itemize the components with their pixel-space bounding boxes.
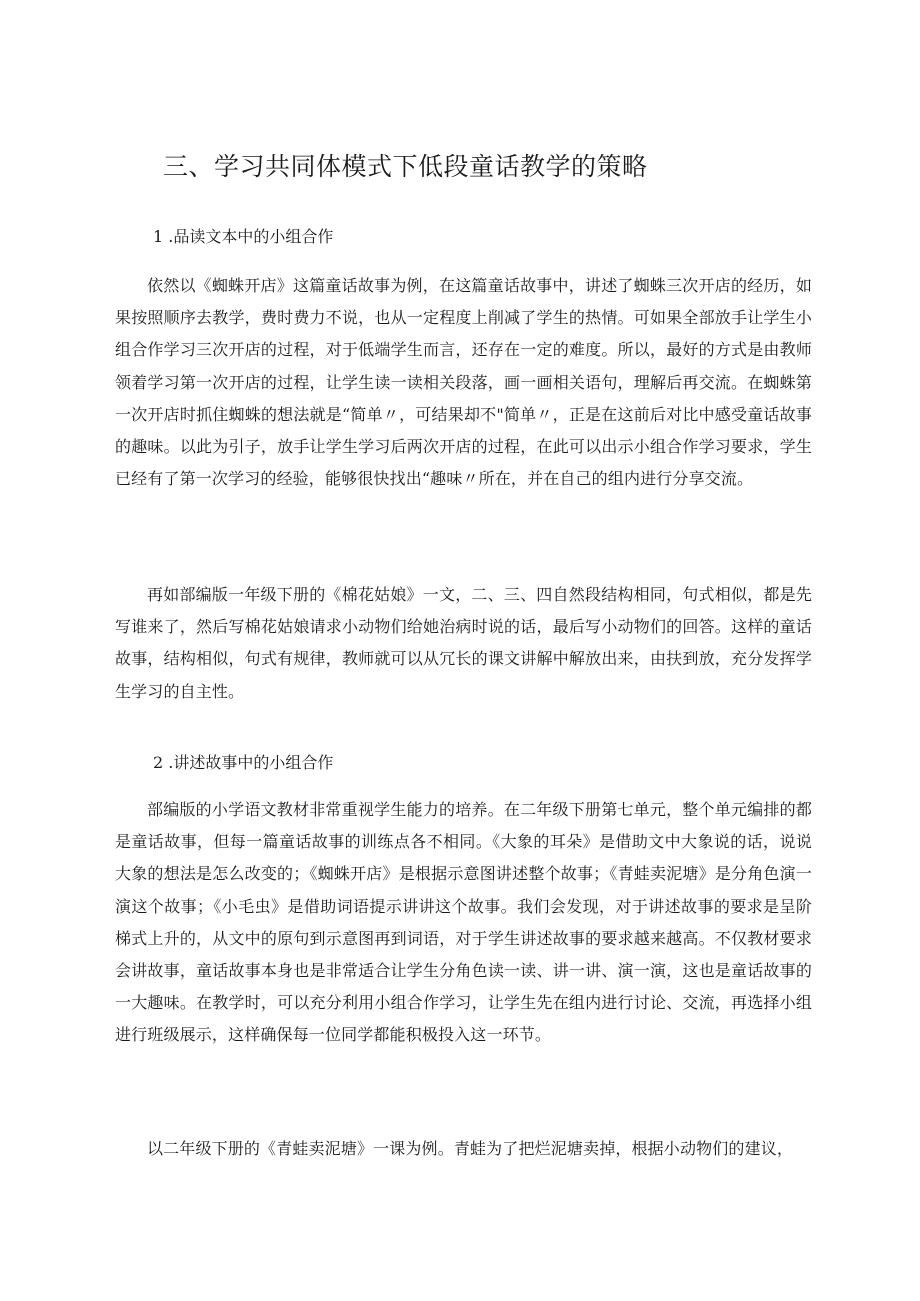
subsection-heading-1: 1 .品读文本中的小组合作 — [153, 227, 334, 246]
paragraph: 依然以《蜘蛛开店》这篇童话故事为例，在这篇童话故事中，讲述了蜘蛛三次开店的经历，如果按照顺序去教学，费时费力不说，也从一定程度上削减了学生的热情。可如果全部放手让学生小组合作学习三次开店的过程，对于低端学生而言，还存在一定的难度。所以，最好的方式是由教师领着学习第一次开店的过程，让学生读一读相关段落，画一画相关语句，理解后再交流。在蜘蛛第一次开店时抓住蜘蛛的想法就是“简单〃，可结果却不"简单〃，正是在这前后对比中感受童话故事的趣味。以此为引子，放手让学生学习后两次开店的过程，在此可以出示小组合作学习要求，学生已经有了第一次学习的经验，能够很快找出“趣味〃所在，并在自己的组内进行分享交流。 — [115, 276, 812, 489]
subsection-heading-2: 2 .讲述故事中的小组合作 — [153, 753, 334, 772]
section-title: 三、学习共同体模式下低段童话教学的策略 — [163, 152, 648, 181]
paragraph: 部编版的小学语文教材非常重视学生能力的培养。在二年级下册第七单元，整个单元编排的都是童话故事，但每一篇童话故事的训练点各不相同。《大象的耳朵》是借助文中大象说的话，说说大象的想法是怎么改变的；《蜘蛛开店》是根据示意图讲述整个故事；《青蛙卖泥塘》是分角色演一演这个故事；《小毛虫》是借助词语提示讲讲这个故事。我们会发现，对于讲述故事的要求是呈阶梯式上升的，从文中的原句到示意图再到词语，对于学生讲述故事的要求越来越高。不仅教材要求会讲故事，童话故事本身也是非常适合让学生分角色读一读、讲一讲、演一演，这也是童话故事的一大趣味。在教学时，可以充分利用小组合作学习，让学生先在组内进行讨论、交流，再选择小组进行班级展示，这样确保每一位同学都能积极投入这一环节。 — [115, 800, 812, 1045]
paragraph: 再如部编版一年级下册的《棉花姑娘》一文，二、三、四自然段结构相同，句式相似，都是先写谁来了，然后写棉花姑娘请求小动物们给她治病时说的话，最后写小动物们的回答。这样的童话故事，结构相似，句式有规律，教师就可以从冗长的课文讲解中解放出来，由扶到放，充分发挥学生学习的自主性。 — [115, 585, 812, 701]
paragraph: 以二年级下册的《青蛙卖泥塘》一课为例。青蛙为了把烂泥塘卖掉，根据小动物们的建议， — [147, 1139, 794, 1158]
